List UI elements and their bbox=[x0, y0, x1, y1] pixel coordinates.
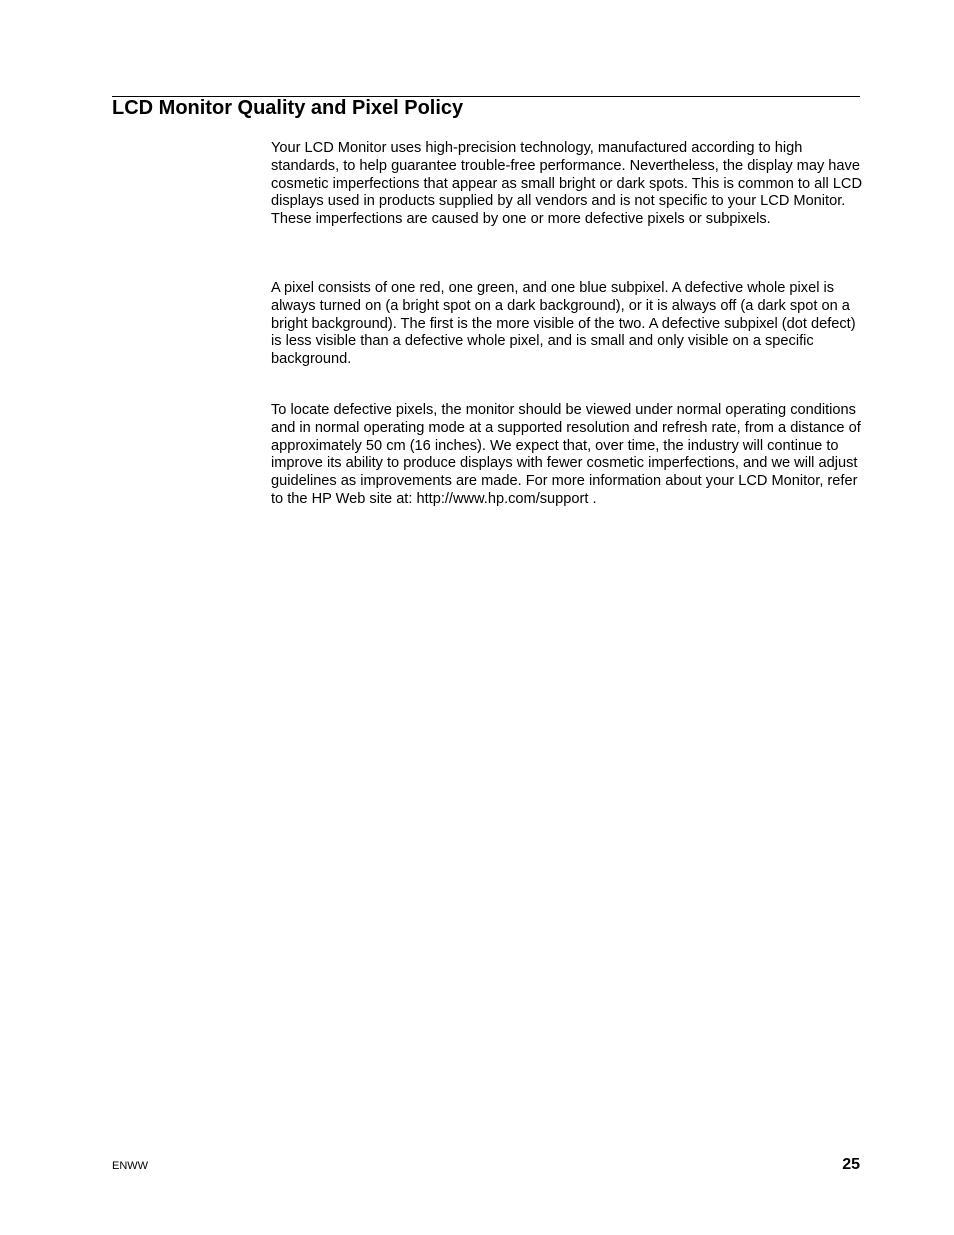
section-title: LCD Monitor Quality and Pixel Policy bbox=[112, 97, 464, 119]
page-number: 25 bbox=[842, 1156, 860, 1173]
footer-locale-label: ENWW bbox=[112, 1160, 149, 1172]
paragraph-pixel-definition: A pixel consists of one red, one green, and one blue subpixel. A defective whole pixel is always turned on (a bright spot on a dark background), or it is always off (a dark spot on a bright background). The first is the more visible of the two. A defective subpixel (dot defect) is less visible than a defective whole pixel, and is small and only visible on a specific background. bbox=[271, 280, 856, 368]
paragraph-pixel-quality-intro: Your LCD Monitor uses high-precision technology, manufactured according to high standards, to help guarantee trouble-free performance. Nevertheless, the display may have cosmetic imperfections that appear as small bright or dark spots. This is common to all LCD displays used in products supplied by all vendors and is not specific to your LCD Monitor. These imperfections are caused by one or more defective pixels or subpixels. bbox=[271, 140, 863, 228]
paragraph-locating-defects: To locate defective pixels, the monitor should be viewed under normal operating conditions and in normal operating mode at a supported resolution and refresh rate, from a distance of approximately 50 cm (16 inches). We expect that, over time, the industry will continue to improve its ability to produce displays with fewer cosmetic imperfections, and we will adjust guidelines as improvements are made. For more information about your LCD Monitor, refer to the HP Web site at: http://www.hp.com/support . bbox=[271, 402, 861, 507]
